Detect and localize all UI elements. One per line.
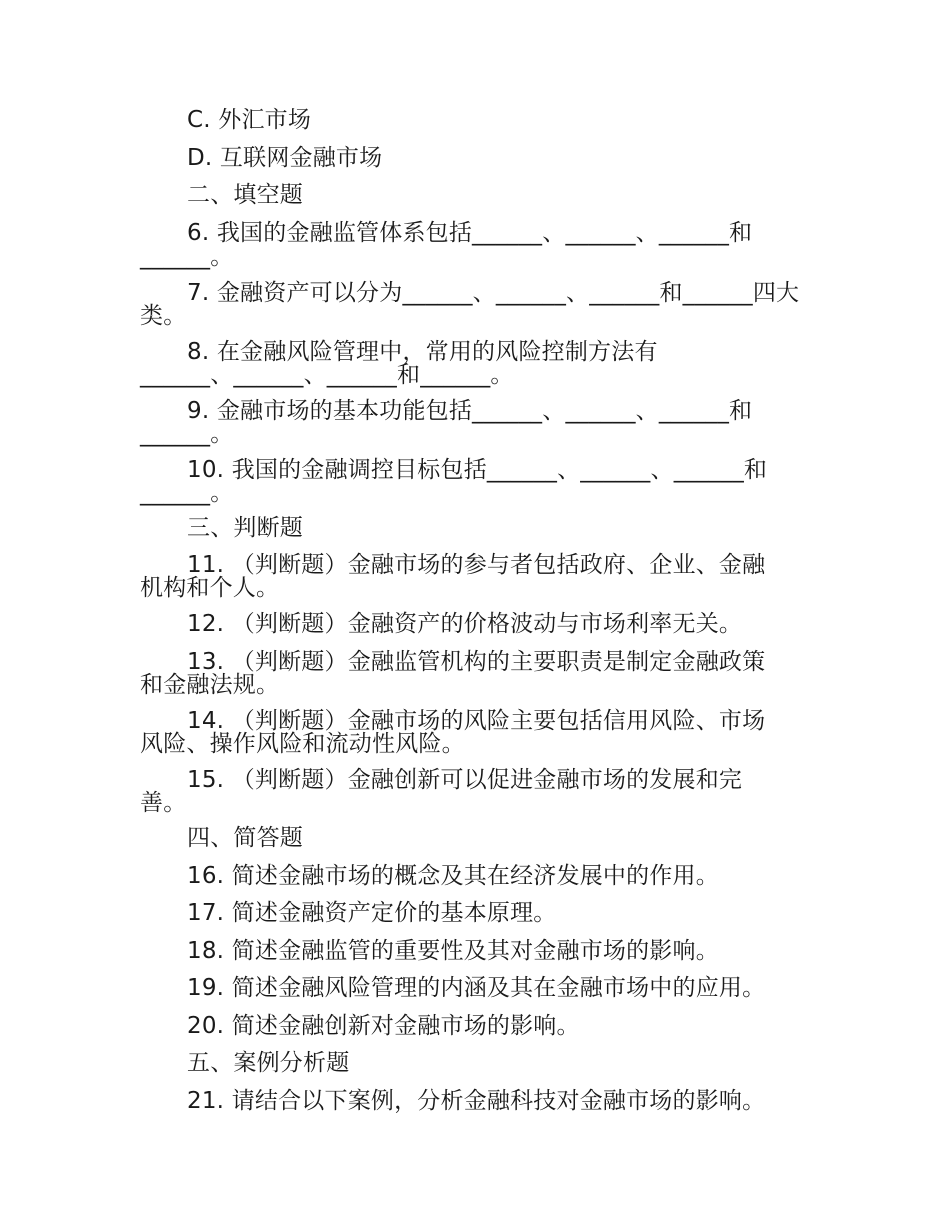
section-heading-short-answer: 四、简答题 (187, 825, 303, 851)
question-14-line-1: 14. （判断题）金融市场的风险主要包括信用风险、市场 (187, 708, 766, 734)
question-7-line-2: 类。 (140, 303, 187, 329)
question-7-line-1: 7. 金融资产可以分为______、______、______和______四大 (187, 280, 800, 306)
question-11-line-1: 11. （判断题）金融市场的参与者包括政府、企业、金融 (187, 552, 766, 578)
question-20: 20. 简述金融创新对金融市场的影响。 (187, 1013, 580, 1039)
question-13-line-1: 13. （判断题）金融监管机构的主要职责是制定金融政策 (187, 649, 766, 675)
question-19: 19. 简述金融风险管理的内涵及其在金融市场中的应用。 (187, 975, 766, 1001)
question-9-line-2: ______。 (140, 421, 234, 447)
question-16: 16. 简述金融市场的概念及其在经济发展中的作用。 (187, 863, 719, 889)
question-18: 18. 简述金融监管的重要性及其对金融市场的影响。 (187, 938, 719, 964)
question-10-line-2: ______。 (140, 480, 234, 506)
question-10-line-1: 10. 我国的金融调控目标包括______、______、______和 (187, 457, 768, 483)
question-8-line-1: 8. 在金融风险管理中，常用的风险控制方法有 (187, 339, 658, 365)
question-21: 21. 请结合以下案例，分析金融科技对金融市场的影响。 (187, 1088, 766, 1114)
question-17: 17. 简述金融资产定价的基本原理。 (187, 900, 557, 926)
question-11-line-2: 机构和个人。 (140, 575, 280, 601)
section-heading-fill-blank: 二、填空题 (187, 182, 303, 208)
question-8-line-2: ______、______、______和______。 (140, 362, 514, 388)
option-d: D. 互联网金融市场 (187, 145, 383, 171)
question-6-line-1: 6. 我国的金融监管体系包括______、______、______和 (187, 220, 753, 246)
question-15-line-1: 15. （判断题）金融创新可以促进金融市场的发展和完 (187, 767, 743, 793)
question-9-line-1: 9. 金融市场的基本功能包括______、______、______和 (187, 398, 753, 424)
question-15-line-2: 善。 (140, 790, 187, 816)
question-6-line-2: ______。 (140, 244, 234, 270)
section-heading-case-analysis: 五、案例分析题 (187, 1050, 350, 1076)
question-14-line-2: 风险、操作风险和流动性风险。 (140, 731, 465, 757)
question-12: 12. （判断题）金融资产的价格波动与市场利率无关。 (187, 611, 743, 637)
question-13-line-2: 和金融法规。 (140, 672, 280, 698)
section-heading-true-false: 三、判断题 (187, 515, 303, 541)
option-c: C. 外汇市场 (187, 107, 312, 133)
